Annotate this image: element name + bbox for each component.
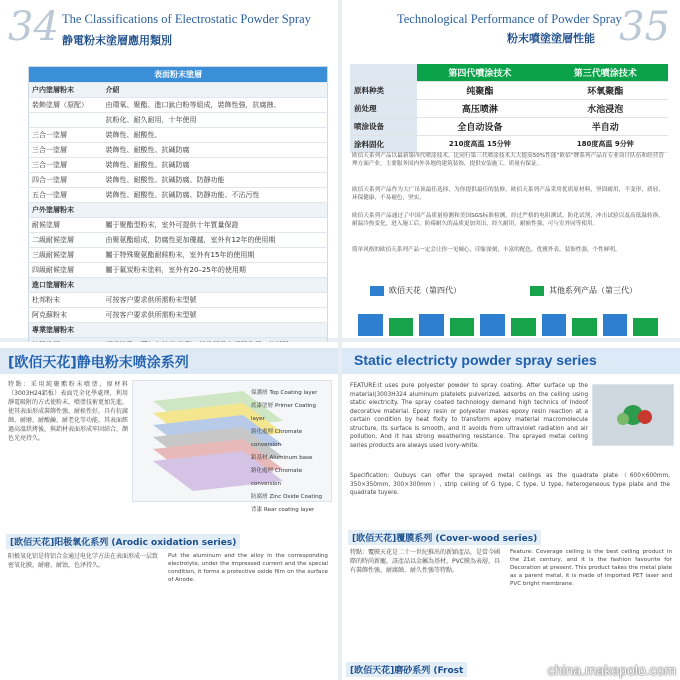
table-cell: 前处理	[350, 100, 417, 118]
bar	[511, 318, 536, 336]
page-number: 35	[619, 4, 670, 50]
row-label: 阿克蘇粉末	[29, 308, 103, 323]
comparison-bars	[358, 312, 658, 336]
row-label: 進口塗層粉末	[29, 278, 103, 293]
row-description: 抗粉化、耐久耐用，十年使用	[103, 113, 328, 128]
legend-swatch	[530, 286, 544, 296]
row-description: 由環氧、聚酯、進口鈦白粉等組成，裝飾性強，抗腐蝕、	[103, 98, 328, 113]
row-description: 可按客户要求供所需粉末型號	[103, 308, 328, 323]
subsection-text-cn: 阳极氧化铝是将铝合金通过电化学方法在表面形成一层致密氧化膜，耐磨、耐蚀，色泽持久。	[8, 553, 159, 569]
page-number: 34	[8, 4, 59, 50]
row-label: 四合一塗層	[29, 173, 103, 188]
feature-text: FEATURE:it uses pure polyester powder to spray coating. After surface up the material(3003H324 aluminum platelets pulverized, adsorbs on the ceiling using static electricity. The spray coated technology demand high technics of Indoof decorative material. Epoxy resin or polyester makes epoxy resin reaction at a certain condition by heat fixity to transform epoxy material macromolecule structure, its surface is smooth, and it avoids from ultraviolet radiation and air pollution, And it has strong weathering resistance. The sprayed metal ceiling series products are always used ivory-white.	[350, 383, 588, 449]
row-label: 二級耐候塗層	[29, 233, 103, 248]
row-description: 裝飾性、耐酸性、抗碱防腐	[103, 158, 328, 173]
row-description: 裝飾性、耐酸性、抗碱防腐	[103, 143, 328, 158]
features-text: 特點：采用純聚酯粉末噴塗，原材料（3003H24鋁板）表面完全化學處理，利用靜電吸附的方式使粉末，噴塗技術更加先進，使其表面形成裝飾性強、耐候性好，具有抗腐蝕、耐磨、耐酸鹼、耐老化等功能，其表面經過高溫烘烤後，與鋁材表面形成牢固結合，顏色光亮持久。	[8, 381, 129, 442]
table-row	[29, 143, 328, 158]
table-row	[29, 308, 328, 323]
table-row	[29, 173, 328, 188]
legend-swatch	[370, 286, 384, 296]
layer-label: 底漆塗層 Primer Coating layer	[251, 403, 317, 422]
table-row	[29, 263, 328, 278]
layer-label: 保護層 Top Coating layer	[251, 390, 318, 396]
bar	[572, 318, 597, 336]
page-powder-series-cn	[0, 342, 338, 680]
table-row	[350, 100, 668, 118]
table-row	[29, 218, 328, 233]
row-label: 三合一塗層	[29, 143, 103, 158]
table-row	[29, 188, 328, 203]
subsection-text-cn: 特點：覆膜天花是二十一世紀推出的新穎產品，是當今國際的時尚新寵，該產品以金屬為基材，PVC膜為表層，具有裝飾性強、耐腐蝕、耐久性強等特點。	[350, 549, 501, 574]
row-label	[29, 113, 103, 128]
section-title: Static electricty powder spray series	[354, 352, 597, 368]
bar	[542, 314, 567, 336]
bar	[419, 314, 444, 336]
row-label: 耐候塗層	[29, 218, 103, 233]
row-description: 屬于氟炭粉末塗料，室外有20–25年的使用期	[103, 263, 328, 278]
table-header	[350, 64, 668, 82]
english-title: The Classifications of Electrostatic Powder Spray	[62, 12, 311, 26]
bar	[603, 314, 628, 336]
table-row	[350, 136, 668, 153]
row-description: 裝飾性、耐酸性、抗碱防腐、防靜功能	[103, 173, 328, 188]
row-label: 裝飾塗層（原配）	[29, 98, 103, 113]
bar	[633, 318, 658, 336]
table-cell: 水池浸泡	[543, 100, 668, 118]
subsection-title: [欧佰天花]覆膜系列 (Cover-wood series)	[348, 530, 541, 545]
row-description: 可按客户要求供所需粉末型號	[103, 293, 328, 308]
layer-label: 鋁基材 Aluminum base	[251, 455, 313, 461]
column-header: 第三代噴涂技术	[543, 64, 668, 82]
table-row	[29, 128, 328, 143]
table-cell: 高压喷淋	[417, 100, 542, 118]
table-cell: 涂料固化	[350, 136, 417, 153]
paragraph: 欧佰天系列产品通过了中国产品质量检测和美国SGS标准检测，经过严格的电阻测试，防化试剂，冲击试验以及高低温转换，耐温冷热变化。进入施工后，防霉耐久的品质更加突出，经久耐用，耐候性强，可与室外同等使用。	[352, 213, 664, 227]
table-cell: 环氧聚酯	[543, 82, 668, 100]
row-description	[103, 278, 328, 293]
paragraph: 欧佰天系列产品作为大广吊顶最佳选择，为你提供最佳的装修，欧佰天系列产品采用优质原材料，坚固耐用，不变形，质轻，环保健康，不易褪色，坚实，	[352, 187, 664, 201]
layer-diagram	[132, 380, 332, 513]
legend-item: 其他系列产品（第三代）	[530, 285, 637, 296]
column-header	[350, 64, 417, 82]
row-label: 三級耐候塗層	[29, 248, 103, 263]
row-label: 户内塗層粉末	[29, 83, 103, 98]
bar	[389, 318, 414, 336]
column-header: 第四代噴涂技术	[417, 64, 542, 82]
table-cell: 180度高温 9分钟	[543, 136, 668, 153]
bar	[480, 314, 505, 336]
row-description: 屬于特殊聚氨酯耐候粉末，室外有15年的使用期	[103, 248, 328, 263]
legend-item: 欧佰天花（第四代）	[370, 285, 461, 296]
table-row	[29, 293, 328, 308]
layer-label: 防腐層 Zinc Oxide Coating	[251, 494, 323, 500]
page-powder-series-en	[342, 342, 680, 680]
subsection-title: [欧佰天花]阳极氧化系列 (Arodic oxidation series)	[6, 534, 240, 549]
paragraph: 简单风格的欧佰天系列产品一定会让你一见倾心，印象深刻，丰富的配色，优雅外表，装饰性强，个性鲜明。	[352, 247, 621, 253]
english-title: Technological Performance of Powder Spray	[397, 12, 622, 26]
layer-label: 鉻化處理 Chromate conversion	[251, 429, 303, 448]
table-row	[29, 98, 328, 113]
layer-label: 背漆 Rear coating layer	[251, 507, 315, 513]
product-image	[592, 384, 674, 446]
table-cell: 喷涂设备	[350, 118, 417, 136]
table-row	[29, 113, 328, 128]
row-label: 五合一塗層	[29, 188, 103, 203]
chinese-title: 静電粉末塗層應用類別	[62, 34, 172, 47]
section-title: [欧佰天花]静电粉末喷涂系列	[8, 355, 189, 371]
row-description: 裝飾性、耐酸性、抗碱防腐、防靜功能、不沾污性	[103, 188, 328, 203]
row-label: 三合一塗層	[29, 158, 103, 173]
row-label: 户外塗層粉末	[29, 203, 103, 218]
performance-table	[350, 64, 668, 153]
table-cell: 原料种类	[350, 82, 417, 100]
subsection-text-en: Put the aluminum and the alloy in the corresponding electrolyte, under the impressed current and the special condition, it forms a protective oxide film on the surface of Anode.	[168, 553, 328, 583]
table-row	[29, 248, 328, 263]
row-label: 三合一塗層	[29, 128, 103, 143]
table-row	[350, 82, 668, 100]
table-row	[29, 278, 328, 293]
spec-text: Specification: Oubuys can offer the sprayed metal ceilings as the quadrate plate（600×600mm, 350×350mm, 300×300mm）, strip ceiling of G type, C type, U type, heterogeneous type plate and the quadrate tuyere.	[350, 473, 670, 496]
row-description	[103, 203, 328, 218]
table-cell: 210度高温 15分钟	[417, 136, 542, 153]
table-row	[29, 323, 328, 338]
subsection-text-en: Feature: Coverage ceiling is the best ceiling product in the 21st century, and it is the fashion favourite for Decoration at present. This product takes the metal plate as a parent metal, it is made of imported PET laser and PVC bright membrane.	[510, 549, 672, 587]
table-title: 表面粉末塗層	[29, 67, 328, 83]
bar	[358, 314, 383, 336]
coating-table	[28, 66, 328, 353]
page-34	[0, 0, 338, 338]
table-row	[29, 158, 328, 173]
table-row	[29, 233, 328, 248]
table-row	[29, 203, 328, 218]
watermark: china.makepolo.com	[547, 662, 676, 678]
row-description: 介紹	[103, 83, 328, 98]
row-description: 裝飾性、耐酸性、	[103, 128, 328, 143]
table-cell: 全自动设备	[417, 118, 542, 136]
paragraph: 欧佰天系列产品以最新第四代喷涂技术，比同行第三代喷涂技术大大提高50%性能“欧佰”牌系列产品在专业设计队伍和经营管理方面产业，主要服务国内外各地的建筑装饰，提供安装施工，质量有保证。	[352, 153, 664, 167]
row-label: 杜邦粉末	[29, 293, 103, 308]
chinese-title: 粉末噴塗塗層性能	[507, 32, 595, 45]
layer-label: 鉻化處理 Chromate conversion	[251, 468, 303, 487]
table-row	[350, 118, 668, 136]
table-cell: 纯聚酯	[417, 82, 542, 100]
row-label: 專業塗層粉末	[29, 323, 103, 338]
row-label: 四級耐候塗層	[29, 263, 103, 278]
bar	[450, 318, 475, 336]
row-description	[103, 323, 328, 338]
table-row	[29, 83, 328, 98]
table-cell: 半自动	[543, 118, 668, 136]
row-description: 由聚氨酯組成，防腐性更加優越，室外有12年的使用期	[103, 233, 328, 248]
row-description: 屬于聚酯型粉末，室外可提供十年質量保證	[103, 218, 328, 233]
bottom-subsection-title: [欧佰天花]磨砂系列 (Frost	[346, 662, 467, 677]
